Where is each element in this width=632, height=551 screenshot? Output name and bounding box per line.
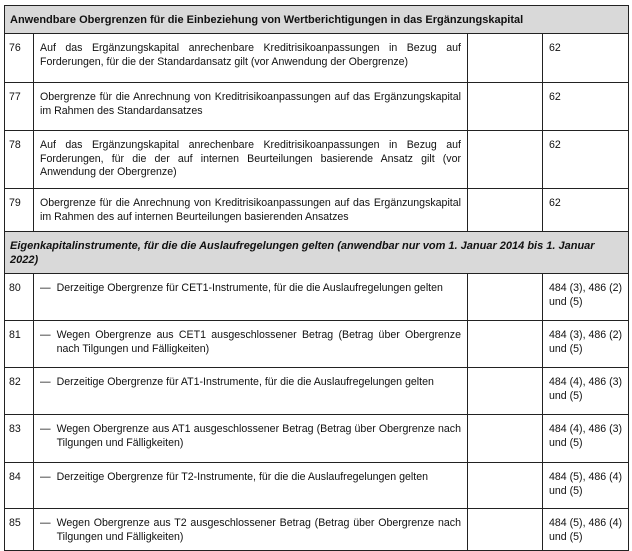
row-description <box>34 274 468 321</box>
row-number: 84 <box>5 463 34 509</box>
section-title: Anwendbare Obergrenzen für die Einbeziehung von Wertberichtigungen in das Ergänzungskapital <box>5 6 629 34</box>
section-title: Eigenkapitalinstrumente, für die die Auslaufregelungen gelten (anwendbar nur vom 1. Januar 2014 bis 1. Januar 2022) <box>5 232 629 274</box>
em-dash: — <box>40 376 51 388</box>
empty-cell <box>468 321 543 368</box>
row-text: Derzeitige Obergrenze für T2-Instrumente, für die die Auslaufregelungen gelten <box>56 471 428 483</box>
table-row <box>5 274 629 321</box>
empty-cell <box>468 131 543 189</box>
regulation-table <box>4 5 629 551</box>
row-reference: 62 <box>543 83 629 131</box>
table-row <box>5 34 629 83</box>
table-row <box>5 509 629 551</box>
row-number: 81 <box>5 321 34 368</box>
row-reference: 62 <box>543 131 629 189</box>
row-description: Obergrenze für die Anrechnung von Kreditrisikoanpassungen auf das Ergänzungskapital im Rahmen des auf internen Beurteilungen basierenden Ansatzes <box>34 189 468 232</box>
row-description <box>34 321 468 368</box>
empty-cell <box>468 463 543 509</box>
row-number: 78 <box>5 131 34 189</box>
row-reference: 62 <box>543 189 629 232</box>
em-dash: — <box>40 471 51 483</box>
row-number: 76 <box>5 34 34 83</box>
empty-cell <box>468 368 543 415</box>
row-description <box>34 368 468 415</box>
em-dash: — <box>40 423 51 435</box>
table-row <box>5 463 629 509</box>
row-text: Wegen Obergrenze aus T2 ausgeschlossener Betrag (Betrag über Obergrenze nach Tilgungen und Fälligkeiten) <box>56 517 461 543</box>
row-reference: 484 (3), 486 (2) und (5) <box>543 274 629 321</box>
row-number: 80 <box>5 274 34 321</box>
row-reference: 484 (4), 486 (3) und (5) <box>543 368 629 415</box>
table-row <box>5 189 629 232</box>
empty-cell <box>468 34 543 83</box>
empty-cell <box>468 83 543 131</box>
section-header-caps <box>5 6 629 34</box>
row-number: 79 <box>5 189 34 232</box>
em-dash: — <box>40 329 51 341</box>
row-number: 77 <box>5 83 34 131</box>
empty-cell <box>468 415 543 463</box>
row-description <box>34 509 468 551</box>
row-description: Auf das Ergänzungskapital anrechenbare Kreditrisikoanpassungen in Bezug auf Forderungen, für die der Standardansatz gilt (vor Anwendung der Obergrenze) <box>34 34 468 83</box>
table-row <box>5 131 629 189</box>
section-header-transitional <box>5 232 629 274</box>
row-description: Obergrenze für die Anrechnung von Kreditrisikoanpassungen auf das Ergänzungskapital im Rahmen des Standardansatzes <box>34 83 468 131</box>
table-row <box>5 83 629 131</box>
row-reference: 62 <box>543 34 629 83</box>
row-description <box>34 463 468 509</box>
row-reference: 484 (3), 486 (2) und (5) <box>543 321 629 368</box>
row-reference: 484 (5), 486 (4) und (5) <box>543 509 629 551</box>
empty-cell <box>468 274 543 321</box>
row-text: Wegen Obergrenze aus AT1 ausgeschlossener Betrag (Betrag über Obergrenze nach Tilgungen und Fälligkeiten) <box>56 423 461 449</box>
row-number: 85 <box>5 509 34 551</box>
row-reference: 484 (4), 486 (3) und (5) <box>543 415 629 463</box>
row-text: Wegen Obergrenze aus CET1 ausgeschlossener Betrag (Betrag über Obergrenze nach Tilgungen und Fälligkeiten) <box>56 329 461 355</box>
empty-cell <box>468 509 543 551</box>
em-dash: — <box>40 282 51 294</box>
row-description <box>34 415 468 463</box>
row-number: 83 <box>5 415 34 463</box>
em-dash: — <box>40 517 51 529</box>
row-text: Derzeitige Obergrenze für AT1-Instrumente, für die die Auslaufregelungen gelten <box>56 376 434 388</box>
row-reference: 484 (5), 486 (4) und (5) <box>543 463 629 509</box>
row-description: Auf das Ergänzungskapital anrechenbare Kreditrisikoanpassungen in Bezug auf Forderungen, für die der auf internen Beurteilungen basierende Ansatz gilt (vor Anwendung der Obergrenze) <box>34 131 468 189</box>
table-row <box>5 415 629 463</box>
row-number: 82 <box>5 368 34 415</box>
empty-cell <box>468 189 543 232</box>
table-row <box>5 368 629 415</box>
row-text: Derzeitige Obergrenze für CET1-Instrumente, für die die Auslaufregelungen gelten <box>56 282 443 294</box>
table-row <box>5 321 629 368</box>
